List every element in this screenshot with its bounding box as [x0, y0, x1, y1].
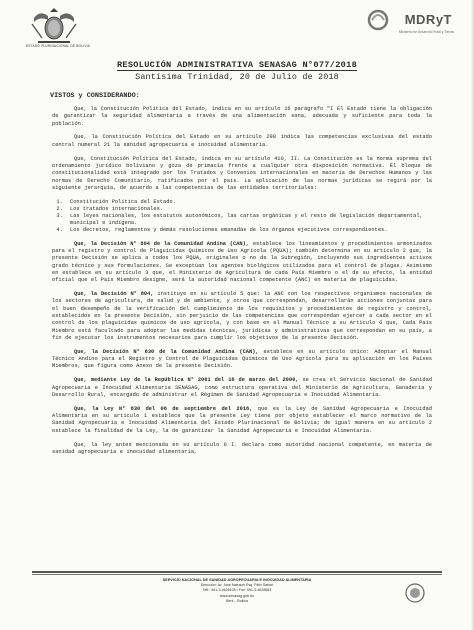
paragraph-ley-2061: Que, mediante Ley de la República N° 2061 del 16 de marzo del 2000, se crea el Servicio Nacional de Sanidad Agropecuaria e Inocuidad Alimentaria SENASAG, como estructura operativa del Ministerio de Agricultura, Ganadería y Desarrollo Rural, encargado de administrar el Régimen de Sanidad Agropecuaria e Inocuidad Alimentaria. [52, 377, 432, 398]
list-item: 4. Los decretos, reglamentos y demás resoluciones emanadas de los órganos ejecutivos correspondientes. [66, 227, 432, 234]
paragraph-decision-630: Que, la Decisión N° 630 de la Comunidad Andina (CAN), establece en su artículo único: Adoptar el Manual Técnico Andino para el Registro y Control de Plaguicidas Químicos de Uso Agrícola para su aplicación en los Países Miembros, que figura como Anexo de la presente Decisión. [52, 348, 432, 370]
footer-divider-thin [32, 574, 442, 575]
list-item: 1. Constitución Política del Estado. [66, 199, 432, 206]
lead-heading: VISTOS y CONSIDERANDO: [50, 92, 140, 100]
bolivia-coat-of-arms-icon [30, 6, 78, 46]
left-caption: ESTADO PLURINACIONAL DE BOLIVIA [25, 44, 91, 48]
senasag-seal-icon [404, 582, 426, 604]
list-item: 2. Los tratados internacionales. [66, 206, 432, 213]
paragraph-ley-830: Que, la Ley N° 830 del 06 de septiembre del 2016, que es la Ley de Sanidad Agropecuaria e Inocuidad Alimentaria en su artículo 1 establece que la presente Ley tiene por objeto establecer el marco normativo de la Sanidad Agropecuaria e Inocuidad Alimentaria del Estado Plurinacional de Bolivia; de igual manera en su artículo 2 establece la finalidad de la Ley, la de garantizar la Sanidad Agropecuaria e Inocuidad Alimentaria. [52, 405, 432, 434]
resolution-body [52, 106, 432, 463]
date-line: Santísima Trinidad, 20 de Julio de 2018 [135, 72, 339, 82]
footer-city: Beni – Bolivia [226, 598, 248, 603]
letterhead [0, 0, 474, 56]
footer-web: www.senasag.gob.bo [219, 593, 255, 598]
mdryt-tagline: Ministerio de Desarrollo Rural y Tierras [398, 30, 454, 34]
paragraph-art410: Que, Constitución Política del Estado, indica en su artículo 410, II. La Constitución es la norma suprema del ordenamiento jurídico boliviano y goza de primacía frente a cualquier otra disposición normativa. El bloque de constitucionalidad está integrado por los Tratados y Convenios internacionales en materia de Derechos Humanos y las normas de Derecho Comunitario, ratificados por el país. La aplicación de las normas jurídicas se regirá por la siguiente jerarquía, de acuerdo a las competencias de las entidades territoriales: [52, 155, 432, 191]
footer-org: SERVICIO NACIONAL DE SANIDAD AGROPECUARIA E INOCUIDAD ALIMENTARIA [162, 578, 312, 582]
footer-divider [32, 571, 442, 573]
paragraph-art298: Que, la Constitución Política del Estado en su artículo 298 indica las competencias exclusivas del estado central numeral 21 la sanidad agropecuaria e inocuidad alimentaria. [52, 134, 432, 148]
footer [0, 578, 474, 604]
paragraph-decision-804-b: Que, la Decisión N° 804, instituye en su artículo 5 que: la ANC con los respectivos organismos nacionales de los sectores de agricultura, de salud y de ambiente, y otros que correspondan, desarrollarán acciones conjuntas para el buen desempeño de la verificación del cumplimiento de los requisitos y procedimientos de registro y control, establecidos en la presente Decisión, sin perjuicio de las competencias que correspondan ejercer a cada sector en el control de los plaguicidas químicos de uso agrícola, y con base en el Manual Técnico a su Artículo 6 que, Cada País Miembro está facultado para adoptar las medidas técnicas, jurídicas y administrativas que correspondan en su país, a fin de ejecutar los instrumentos necesarios para cumplir los objetivos de la presente Decisión. [52, 291, 432, 341]
paragraph-last: Que, la ley antes mencionada en su artículo 6 I. declara como autoridad nacional competente, en materia de sanidad agropecuaria e inocuidad alimentaria, [52, 441, 432, 455]
list-item: 3. Las leyes nacionales, los estatutos autonómicos, las cartas orgánicas y el resto de legislación departamental, municipal e indígena. [66, 213, 432, 227]
hierarchy-list [52, 199, 432, 234]
resolution-title: RESOLUCIÓN ADMINISTRATIVA SENASAG N°077/2018 [116, 60, 358, 70]
mdryt-logo-text: MDRyT [404, 12, 452, 27]
paragraph-decision-804-a: Que, la Decisión N° 804 de la Comunidad Andina (CAN), establece los lineamientos y procedimientos armonizados para el registro y control de Plaguicidas Químicos de Uso Agrícola (PQUA); también determina en su artículo 2 que, la presente Decisión se aplica a todos los PQUA, originales o no de la Subregión, incluyendo sus ingredientes activos grado técnico y sus formulaciones. Se exceptúan los agentes biológicos utilizados para el control de plagas. Asimismo en establece en su artículo 3 que, el Ministerio de Agricultura de cada País Miembro o el de su efecto, la entidad oficial que el País Miembro designe, será la autoridad nacional competente (ANC) en materia de plaguicidas. [52, 240, 432, 284]
footer-phone: Telf.: 591-3-4628105 • Fax: 591-3-4628683 [202, 588, 272, 593]
footer-address: Dirección: Av. José Natusch Esq. Félix Sattori [200, 583, 274, 588]
paragraph-art16: Que, la Constitución Política del Estado, indica en su artículo 16 parágrafo "I El Estado tiene la obligación de garantizar la seguridad alimentaria a través de una alimentación sana, adecuada y suficiente para toda la población. [52, 106, 432, 127]
